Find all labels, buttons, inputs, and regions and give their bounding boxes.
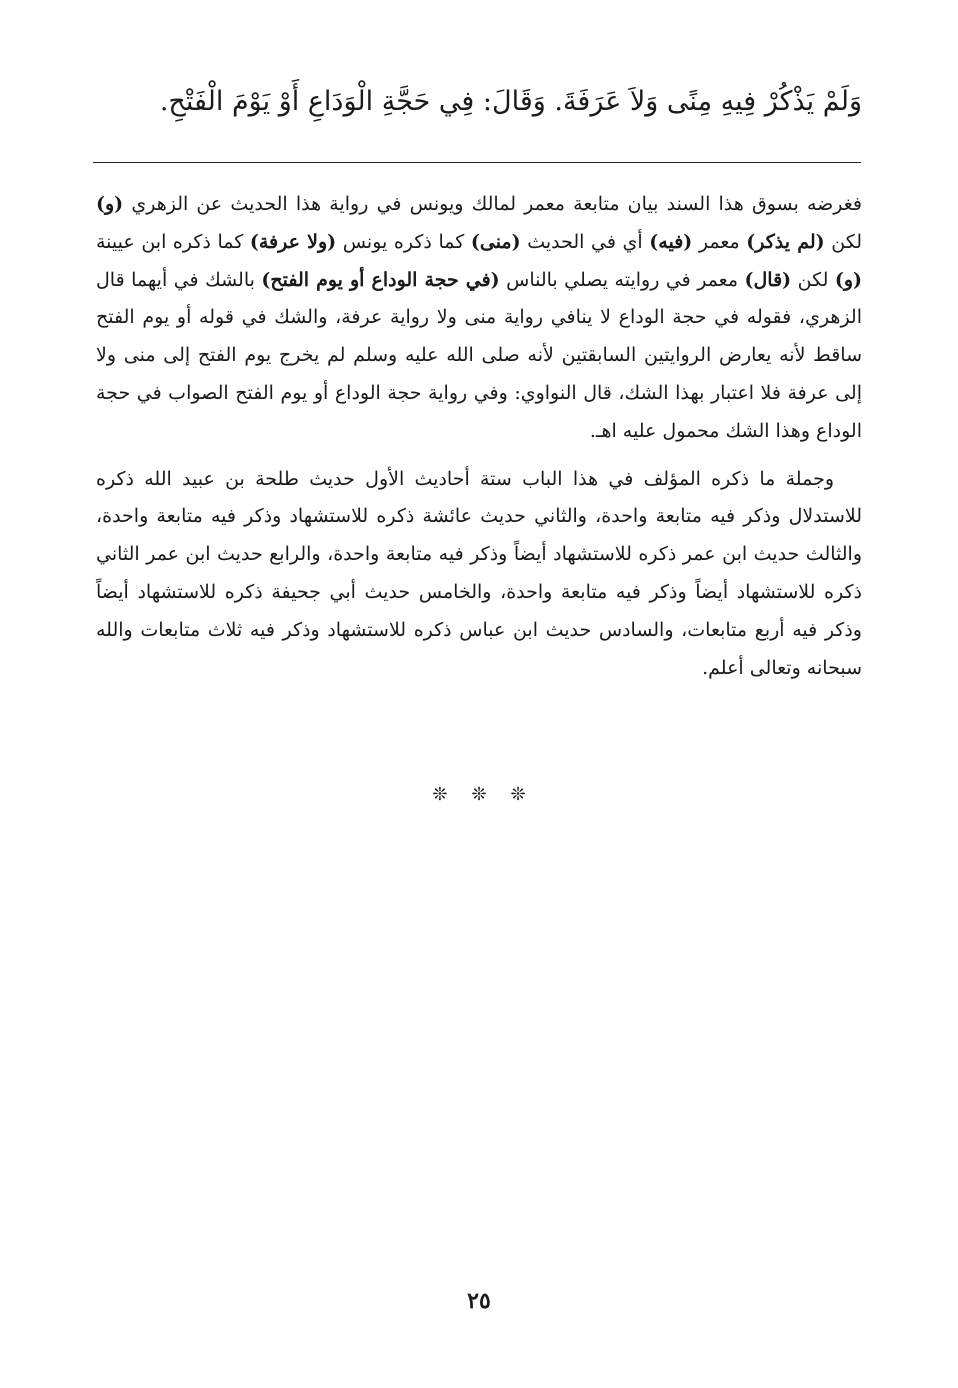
- text-run: معمر: [692, 230, 747, 253]
- text-run: أي في الحديث: [520, 230, 650, 253]
- asterism-icon: ❊: [471, 784, 487, 805]
- text-run: فغرضه بسوق هذا السند بيان متابعة معمر لمالك ويونس في رواية هذا الحديث عن الزهري: [123, 193, 862, 215]
- text-run: لكن: [791, 268, 835, 291]
- bold-term: (فيه): [649, 230, 693, 253]
- bold-term: (في حجة الوداع أو يوم الفتح): [261, 268, 500, 291]
- bold-term: (و): [96, 193, 124, 215]
- bold-term: (و): [834, 268, 862, 291]
- commentary: [96, 186, 862, 687]
- commentary-paragraph-1: [96, 186, 862, 451]
- text-run: لكن: [824, 230, 862, 253]
- section-ornaments: [0, 784, 958, 805]
- bold-term: (لم يذكر): [746, 230, 825, 253]
- bold-term: (منى): [470, 230, 521, 253]
- bold-term: (ولا عرفة): [249, 230, 337, 253]
- page-number: ٢٥: [467, 1288, 491, 1314]
- hadith-text: وَلَمْ يَذْكُرْ فِيهِ مِنًى وَلاَ عَرَفَةَ. وَقَالَ: فِي حَجَّةِ الْوَدَاعِ أَوْ يَوْمَ الْفَتْحِ.: [159, 86, 862, 117]
- bold-term: (قال): [744, 268, 792, 291]
- asterism-icon: ❊: [510, 784, 526, 805]
- text-run: كما ذكره ابن عيينة: [96, 230, 250, 253]
- text-run: معمر في روايته يصلي بالناس: [499, 268, 745, 291]
- separator-rule: [93, 162, 861, 163]
- commentary-paragraph-2: وجملة ما ذكره المؤلف في هذا الباب ستة أحاديث الأول حديث طلحة بن عبيد الله ذكره للاستدلال وذكر فيه متابعة واحدة، والثاني حديث عائشة ذكره للاستشهاد وذكر فيه متابعة واحدة، والثالث حديث ابن عمر ذكره للاستشهاد أيضاً وذكر فيه متابعة واحدة، والرابع حديث ابن عمر الثاني ذكره للاستشهاد أيضاً وذكر فيه متابعة واحدة، والخامس حديث أبي جحيفة ذكره للاستشهاد أيضاً وذكر فيه أربع متابعات، والسادس حديث ابن عباس ذكره للاستشهاد وذكر فيه ثلاث متابعات والله سبحانه وتعالى أعلم.: [96, 467, 862, 679]
- text-run: بالشك في أيهما قال الزهري، فقوله في حجة الوداع لا ينافي رواية منى ولا رواية عرفة، والشك في قوله أو يوم الفتح ساقط لأنه يعارض الروايتين السابقتين لأنه صلى الله عليه وسلم لم يخرج يوم الفتح إلى منى ولا إلى عرفة فلا اعتبار بهذا الشك، قال النواوي: وفي رواية حجة الوداع أو يوم الفتح الصواب في حجة الوداع وهذا الشك محمول عليه اهـ.: [96, 268, 862, 442]
- text-run: كما ذكره يونس: [336, 230, 471, 253]
- asterism-icon: ❊: [432, 784, 448, 805]
